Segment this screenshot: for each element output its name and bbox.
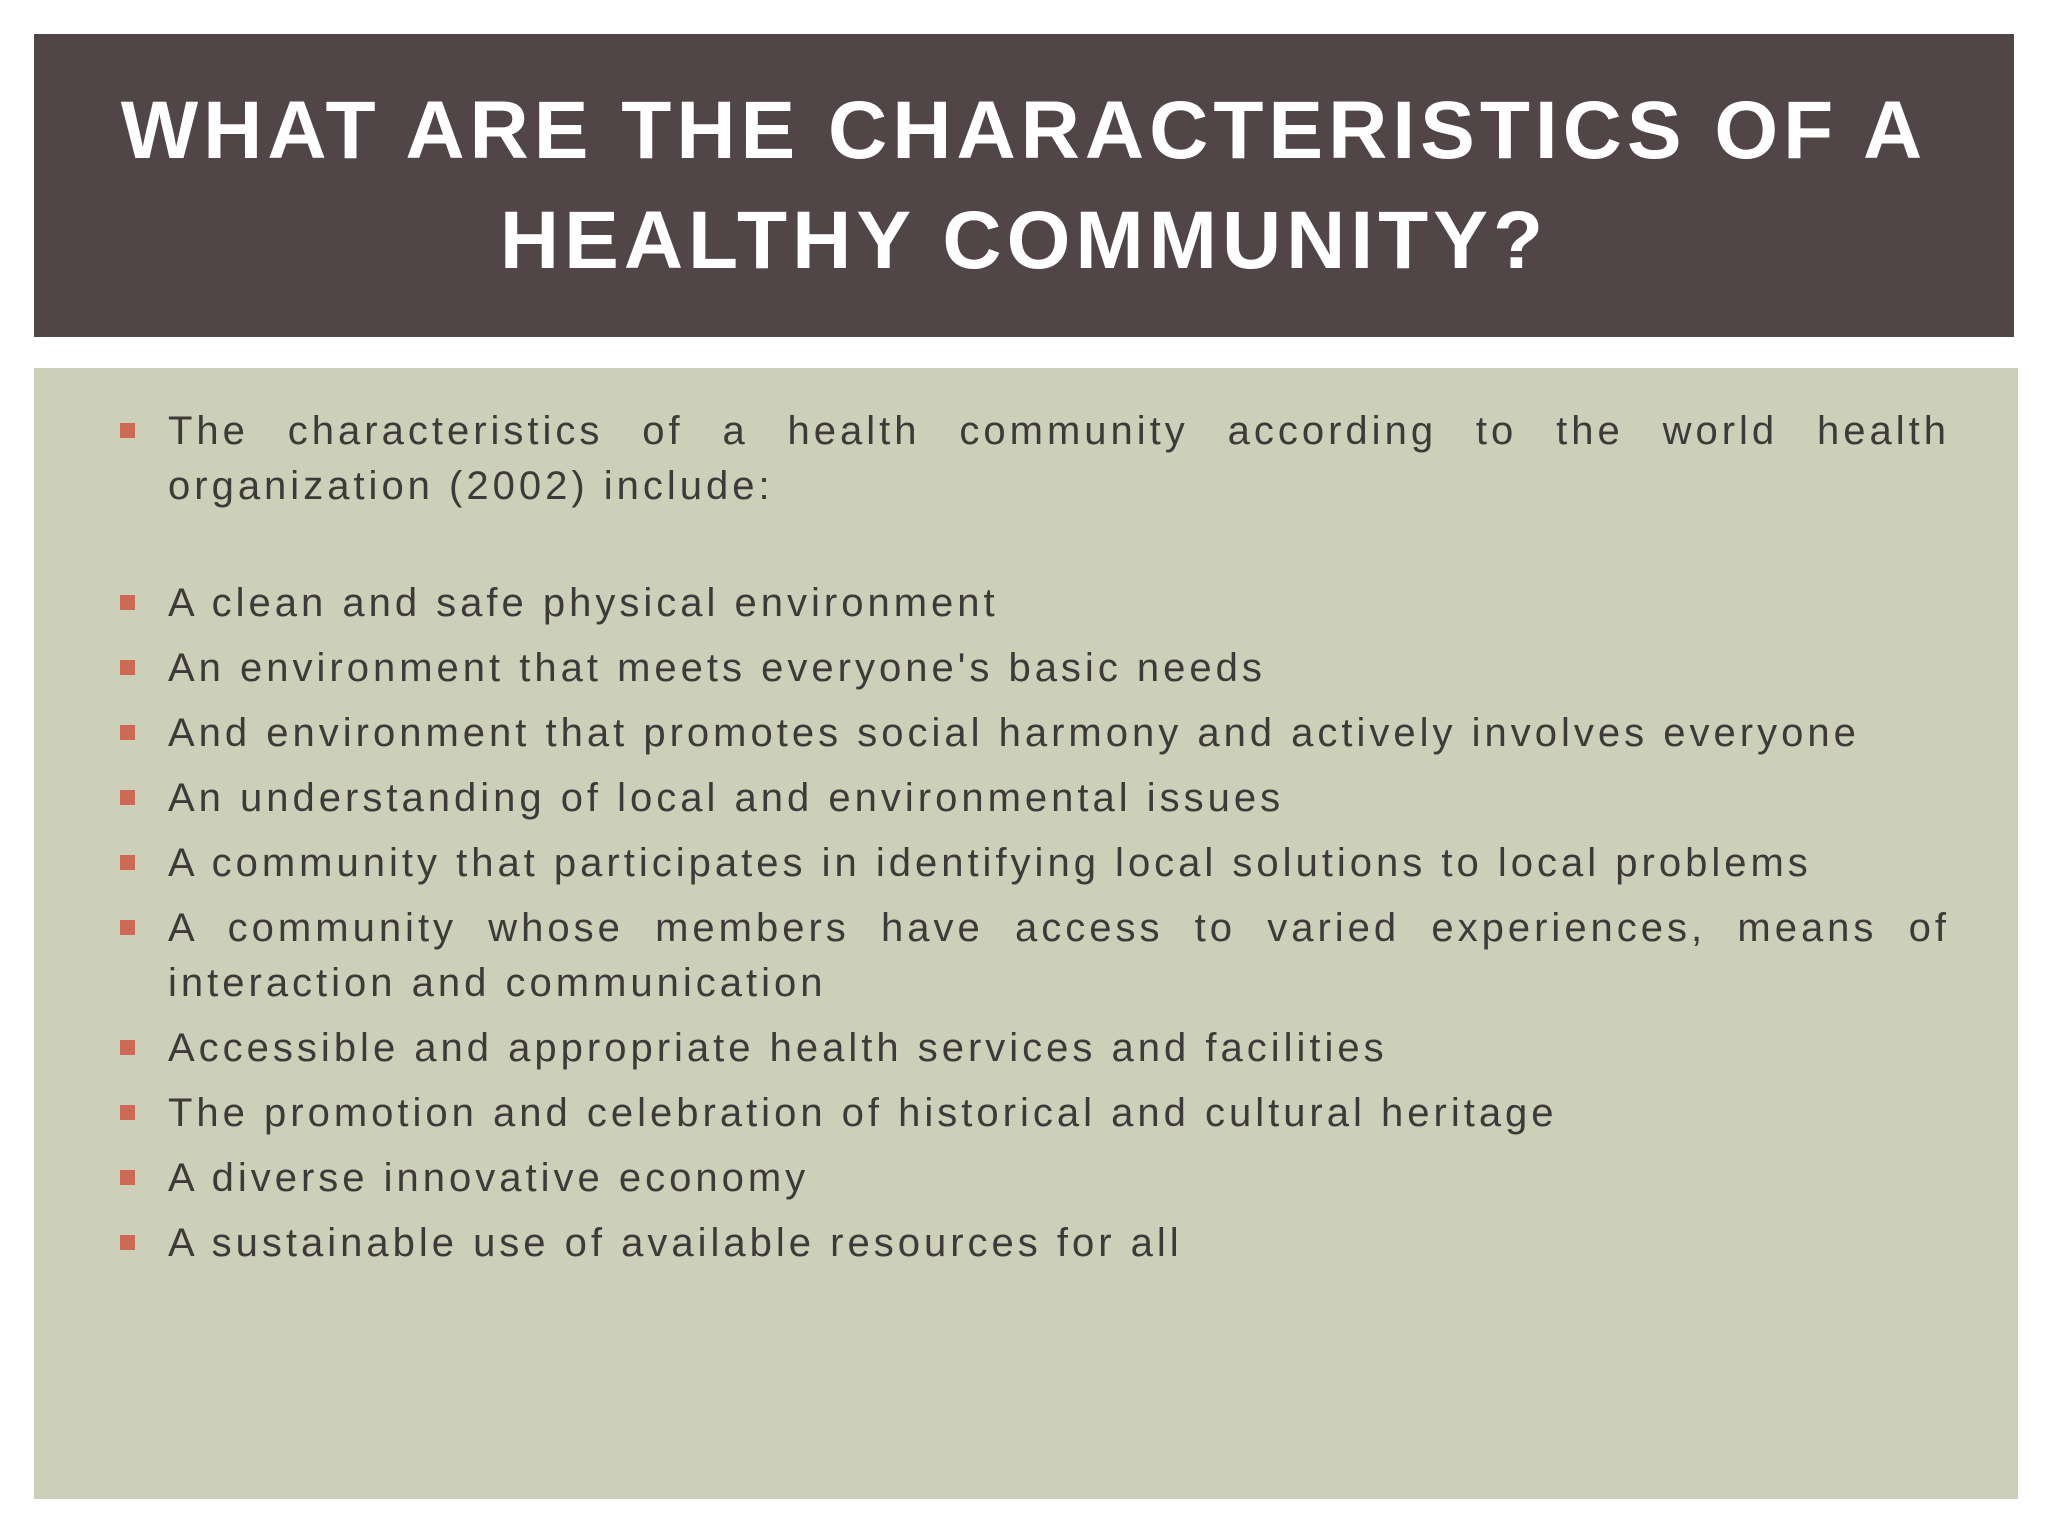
square-bullet-icon	[120, 725, 135, 740]
bullet-text: The characteristics of a health community according to the world health organization (2002) include:	[168, 409, 1950, 508]
square-bullet-icon	[120, 660, 135, 675]
bullet-text: An understanding of local and environmental issues	[168, 776, 1285, 820]
square-bullet-icon	[120, 1105, 135, 1120]
square-bullet-icon	[120, 423, 135, 438]
bullet-text: A community that participates in identifying local solutions to local problems	[168, 841, 1812, 885]
list-item-intro	[120, 404, 1950, 514]
list-item	[120, 1151, 1950, 1206]
list-item	[120, 1021, 1950, 1076]
bullet-text: A clean and safe physical environment	[168, 581, 999, 625]
square-bullet-icon	[120, 920, 135, 935]
square-bullet-icon	[120, 1235, 135, 1250]
square-bullet-icon	[120, 790, 135, 805]
square-bullet-icon	[120, 1170, 135, 1185]
bullet-text: A sustainable use of available resources for all	[168, 1221, 1183, 1265]
title-bar	[34, 34, 2014, 337]
square-bullet-icon	[120, 855, 135, 870]
square-bullet-icon	[120, 1040, 135, 1055]
bullet-text: A community whose members have access to varied experiences, means of interaction and communication	[168, 906, 1950, 1005]
list-item	[120, 1216, 1950, 1271]
square-bullet-icon	[120, 595, 135, 610]
list-item	[120, 706, 1950, 761]
content-panel	[34, 368, 2018, 1499]
bullet-text: Accessible and appropriate health services and facilities	[168, 1026, 1388, 1070]
bullet-list	[120, 404, 1950, 1271]
list-item	[120, 641, 1950, 696]
slide-title: WHAT ARE THE CHARACTERISTICS OF A HEALTHY COMMUNITY?	[120, 84, 1928, 286]
bullet-text: A diverse innovative economy	[168, 1156, 810, 1200]
bullet-text: And environment that promotes social harmony and actively involves everyone	[168, 711, 1860, 755]
bullet-text: The promotion and celebration of historical and cultural heritage	[168, 1091, 1558, 1135]
list-item	[120, 901, 1950, 1011]
list-item	[120, 576, 1950, 631]
list-item	[120, 1086, 1950, 1141]
list-item	[120, 771, 1950, 826]
list-item	[120, 836, 1950, 891]
bullet-text: An environment that meets everyone's basic needs	[168, 646, 1266, 690]
